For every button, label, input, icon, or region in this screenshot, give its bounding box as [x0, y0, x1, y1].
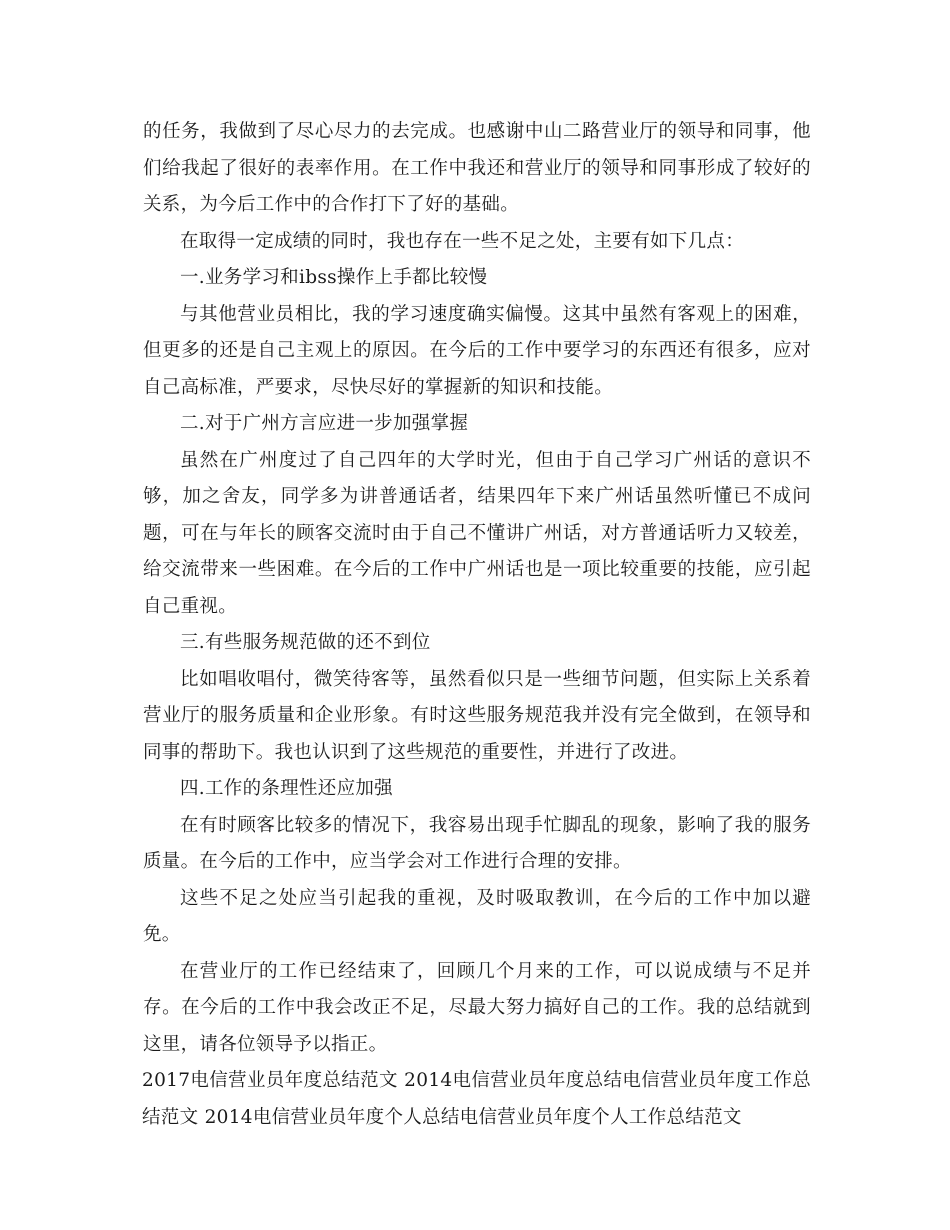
paragraph-avoidance: 这些不足之处应当引起我的重视，及时吸取教训，在今后的工作中加以避免。	[143, 887, 811, 945]
section-heading-3: 三.有些服务规范做的还不到位	[180, 632, 431, 653]
section-heading-4: 四.工作的条理性还应加强	[180, 778, 393, 799]
paragraph-learning-speed: 与其他营业员相比，我的学习速度确实偏慢。这其中虽然有客观上的困难，但更多的还是自己主观上的原因。在今后的工作中要学习的东西还有很多，应对自己高标准，严要求，尽快尽好的掌握新的知识和技能。	[143, 303, 811, 398]
section-heading-2: 二.对于广州方言应进一步加强掌握	[180, 413, 469, 434]
related-links[interactable]: 2017电信营业员年度总结范文 2014电信营业员年度总结电信营业员年度工作总结范文 2014电信营业员年度个人总结电信营业员年度个人工作总结范文	[142, 1070, 811, 1128]
paragraph-conclusion: 在营业厅的工作已经结束了，回顾几个月来的工作，可以说成绩与不足并存。在今后的工作中我会改正不足，尽最大努力搞好自己的工作。我的总结就到这里，请各位领导予以指正。	[143, 960, 811, 1055]
paragraph-cantonese: 虽然在广州度过了自己四年的大学时光，但由于自己学习广州话的意识不够，加之舍友，同学多为讲普通话者，结果四年下来广州话虽然听懂已不成问题，可在与年长的顾客交流时由于自己不懂讲广州话，对方普通话听力又较差，给交流带来一些困难。在今后的工作中广州话也是一项比较重要的技能，应引起自己重视。	[143, 449, 811, 617]
paragraph-continuation: 的任务，我做到了尽心尽力的去完成。也感谢中山二路营业厅的领导和同事，他们给我起了很好的表率作用。在工作中我还和营业厅的领导和同事形成了较好的关系，为今后工作中的合作打下了好的基础。	[143, 121, 811, 215]
document-body	[143, 114, 811, 1136]
paragraph-organization: 在有时顾客比较多的情况下，我容易出现手忙脚乱的现象，影响了我的服务质量。在今后的工作中，应当学会对工作进行合理的安排。	[143, 814, 811, 872]
paragraph-service-standards: 比如唱收唱付，微笑待客等，虽然看似只是一些细节问题，但实际上关系着营业厅的服务质量和企业形象。有时这些服务规范我并没有完全做到，在领导和同事的帮助下。我也认识到了这些规范的重要性，并进行了改进。	[143, 668, 811, 763]
section-heading-1: 一.业务学习和ibss操作上手都比较慢	[180, 267, 488, 288]
paragraph-shortcomings-intro: 在取得一定成绩的同时，我也存在一些不足之处，主要有如下几点：	[180, 230, 745, 252]
